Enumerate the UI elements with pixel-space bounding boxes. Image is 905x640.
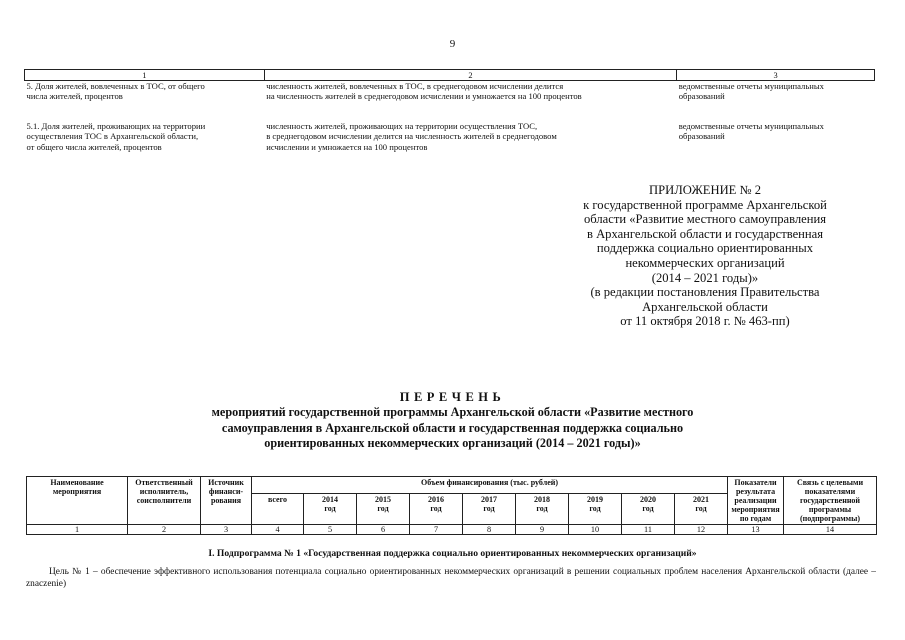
calculation-method: в среднегодовом исчислении делится на численность жителей в среднегодовом	[266, 131, 557, 142]
title-line: мероприятий государственной программы Архангельской области «Развитие местного	[211, 405, 694, 419]
title-line: ориентированных некоммерческих организаций (2014 – 2021 годы)»	[264, 436, 641, 451]
column-number: 1	[27, 525, 128, 535]
header-year-2020: 2020 год	[622, 494, 675, 525]
title-line: самоуправления в Архангельской области и государственная поддержка социально	[221, 420, 684, 435]
indicator-name: 5. Доля жителей, вовлеченных в ТОС, от общего	[26, 81, 205, 91]
header-link: Связь с целевыми показателями государственной программы (подпрограммы)	[784, 477, 877, 525]
column-header-3: 3	[677, 70, 875, 81]
appendix-line: от 11 октября 2018 г. № 463-пп)	[620, 314, 790, 329]
indicator-name: от общего числа жителей, процентов	[26, 141, 162, 152]
header-year-2014: 2014 год	[304, 494, 357, 525]
indicator-name: 5.1. Доля жителей, проживающих на территории	[26, 120, 206, 131]
goal-paragraph: Цель № 1 – обеспечение эффективного использования потенциала социально ориентированных некоммерческих организаций в решении социальных проблем населения Архангельской области (далее – znaczenie)	[26, 567, 876, 589]
column-number: 9	[516, 525, 569, 535]
header-year-2018: 2018 год	[516, 494, 569, 525]
appendix-line: некоммерческих организаций	[625, 255, 785, 270]
header-responsible: Ответственный исполнитель, соисполнители	[128, 477, 201, 525]
column-number: 11	[622, 525, 675, 535]
column-number: 10	[569, 525, 622, 535]
calculation-method: численность жителей, проживающих на территории осуществления ТОС,	[266, 120, 538, 131]
column-number: 5	[304, 525, 357, 535]
calculation-method: на численность жителей в среднегодовом исчислении и умножается на 100 процентов	[266, 91, 582, 102]
appendix-line: к государственной программе Архангельской	[583, 197, 827, 212]
data-source: образований	[678, 131, 725, 142]
page-number: 9	[449, 38, 456, 50]
header-name: Наименование мероприятия	[27, 477, 128, 525]
column-number: 3	[201, 525, 252, 535]
column-number: 13	[728, 525, 784, 535]
appendix-line: (2014 – 2021 годы)»	[651, 270, 759, 285]
header-year-2017: 2017 год	[463, 494, 516, 525]
appendix-line: ПРИЛОЖЕНИЕ № 2	[649, 183, 761, 197]
column-header-1: 1	[25, 70, 265, 81]
appendix-line: области «Развитие местного самоуправления	[583, 212, 827, 227]
column-number-row	[27, 525, 877, 535]
title-heading: ПЕРЕЧЕНЬ	[399, 390, 506, 404]
data-source: ведомственные отчеты муниципальных	[678, 120, 824, 131]
data-source: ведомственные отчеты муниципальных	[678, 81, 824, 91]
appendix-line: (в редакции постановления Правительства	[590, 285, 820, 300]
appendix-header	[520, 183, 890, 329]
subprogram-heading: I. Подпрограмма № 1 «Государственная поддержка социально ориентированных некоммерческих организаций»	[208, 548, 697, 559]
header-year-2019: 2019 год	[569, 494, 622, 525]
table-row	[25, 121, 875, 152]
column-number: 12	[675, 525, 728, 535]
column-number: 2	[128, 525, 201, 535]
appendix-line: в Архангельской области и государственная	[586, 226, 824, 241]
header-year-2016: 2016 год	[410, 494, 463, 525]
appendix-line: поддержка социально ориентированных	[596, 241, 814, 256]
indicator-table	[24, 69, 875, 152]
header-financing: Объем финансирования (тыс. рублей)	[252, 477, 728, 494]
measures-table	[26, 476, 877, 535]
header-year-2021: 2021 год	[675, 494, 728, 525]
data-source: образований	[678, 91, 725, 102]
indicator-name: осуществления ТОС в Архангельской области,	[26, 131, 199, 142]
table-row	[25, 81, 875, 102]
appendix-line: Архангельской области	[642, 299, 768, 314]
column-number: 7	[410, 525, 463, 535]
header-total: всего	[252, 494, 304, 525]
column-number: 4	[252, 525, 304, 535]
column-header-2: 2	[264, 70, 676, 81]
calculation-method: численность жителей, вовлеченных в ТОС, в среднегодовом исчислении делится	[266, 81, 564, 91]
column-number: 14	[784, 525, 877, 535]
calculation-method: исчислении и умножается на 100 процентов	[266, 141, 428, 152]
column-number: 8	[463, 525, 516, 535]
header-indicators: Показатели результата реализации мероприятия по годам	[728, 477, 784, 525]
column-number: 6	[357, 525, 410, 535]
header-source: Источник финанси- рования	[201, 477, 252, 525]
indicator-name: числа жителей, процентов	[26, 91, 123, 102]
document-title	[0, 389, 905, 452]
header-year-2015: 2015 год	[357, 494, 410, 525]
